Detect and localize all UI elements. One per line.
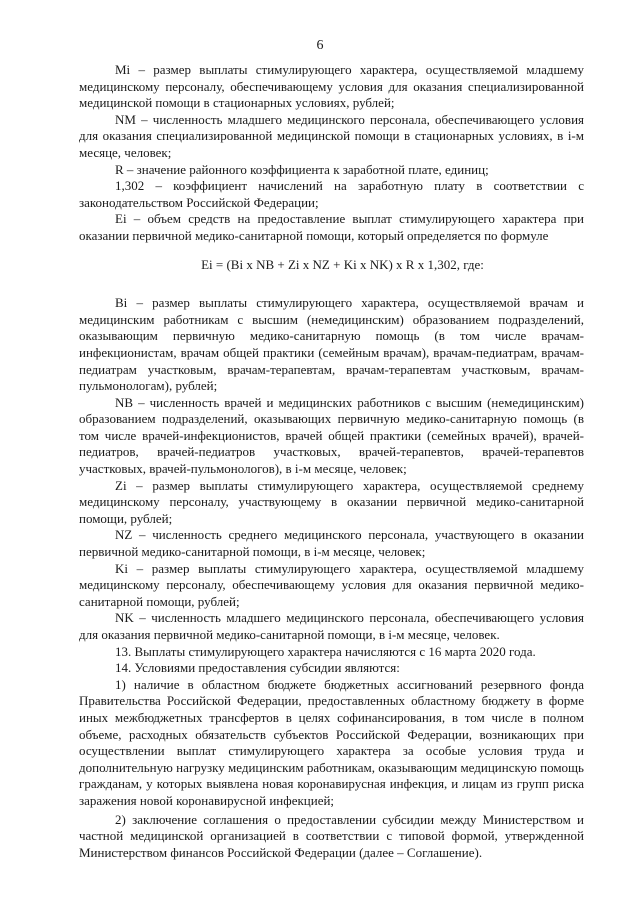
paragraph-coefficient: 1,302 – коэффициент начислений на заработную плату в соответствии с законодательством Российской Федерации; xyxy=(79,178,584,210)
paragraph-condition-1: 1) наличие в областном бюджете бюджетных ассигнований резервного фонда Правительства Российской Федерации, предоставленных областному бюджету в форме иных межбюджетных трансфертов в целях софинансирования, в том числе в полном объеме, расходных обязательств субъектов Российской Федерации, возникающих при осуществлении выплат стимулирующего характера за особые условия труда и дополнительную нагрузку медицинским работникам, оказывающим медицинскую помощь гражданам, у которых выявлена новая коронавирусная инфекция, и лицам из групп риска заражения новой коронавирусной инфекцией; xyxy=(79,676,584,808)
paragraph-zi: Zi – размер выплаты стимулирующего характера, осуществляемой среднему медицинскому персоналу, участвующему в оказании первичной медико-санитарной помощи, рублей; xyxy=(79,477,584,526)
paragraph-ki: Ki – размер выплаты стимулирующего характера, осуществляемой младшему медицинскому персоналу, обеспечивающему условия для оказания первичной медико-санитарной помощи, рублей; xyxy=(79,560,584,609)
paragraph-nk: NK – численность младшего медицинского персонала, обеспечивающего условия для оказания первичной медико-санитарной помощи, в i-м месяце, человек. xyxy=(79,610,584,642)
paragraph-nb: NB – численность врачей и медицинских работников с высшим (немедицинским) образованием подразделений, оказывающих первичную медико-санитарную помощь (в том числе врачей-инфекционистов, врачей общей практики (семейных врачей), врачей-педиатров, врачей-педиатров участковых, врачей-терапевтов, врачей-терапевтов участковых, врачей-пульмонологов), в i-м месяце, человек; xyxy=(79,394,584,477)
paragraph-item-14: 14. Условиями предоставления субсидии являются: xyxy=(115,660,400,676)
paragraph-ei: Ei – объем средств на предоставление выплат стимулирующего характера при оказании первичной медико-санитарной помощи, который определяется по формуле xyxy=(79,211,584,243)
paragraph-r: R – значение районного коэффициента к заработной плате, единиц; xyxy=(115,161,489,177)
formula-ei: Ei = (Bi x NB + Zi x NZ + Ki x NK) x R x 1,302, где: xyxy=(201,256,484,272)
paragraph-bi: Bi – размер выплаты стимулирующего характера, осуществляемой врачам и медицинским работникам с высшим (немедицинским) образованием подразделений, оказывающим первичную медико-санитарную помощь (в том числе врачам-инфекционистам, врачам общей практики (семейным врачам), врачам-педиатрам, врачам-педиатрам участковым, врачам-терапевтам, врачам-терапевтам участковым, врачам-пульмонологам), рублей; xyxy=(79,295,584,394)
paragraph-nz: NZ – численность среднего медицинского персонала, участвующего в оказании первичной медико-санитарной помощи, в i-м месяце, человек; xyxy=(79,527,584,560)
paragraph-nm: NM – численность младшего медицинского персонала, обеспечивающего условия для оказания специализированной медицинской помощи в стационарных условиях, в i-м месяце, человек; xyxy=(79,111,584,160)
paragraph-item-13: 13. Выплаты стимулирующего характера начисляются с 16 марта 2020 года. xyxy=(115,643,536,659)
page-number: 6 xyxy=(316,38,324,53)
paragraph-condition-2: 2) заключение соглашения о предоставлении субсидии между Министерством и частной медицинской организацией в соответствии с типовой формой, утвержденной Министерством финансов Российской Федерации (далее – Соглашение). xyxy=(79,811,584,860)
paragraph-mi: Mi – размер выплаты стимулирующего характера, осуществляемой младшему медицинскому персоналу, обеспечивающему условия для оказания специализированной медицинской помощи в стационарных условиях, рублей; xyxy=(79,62,584,111)
document-body xyxy=(79,62,584,861)
